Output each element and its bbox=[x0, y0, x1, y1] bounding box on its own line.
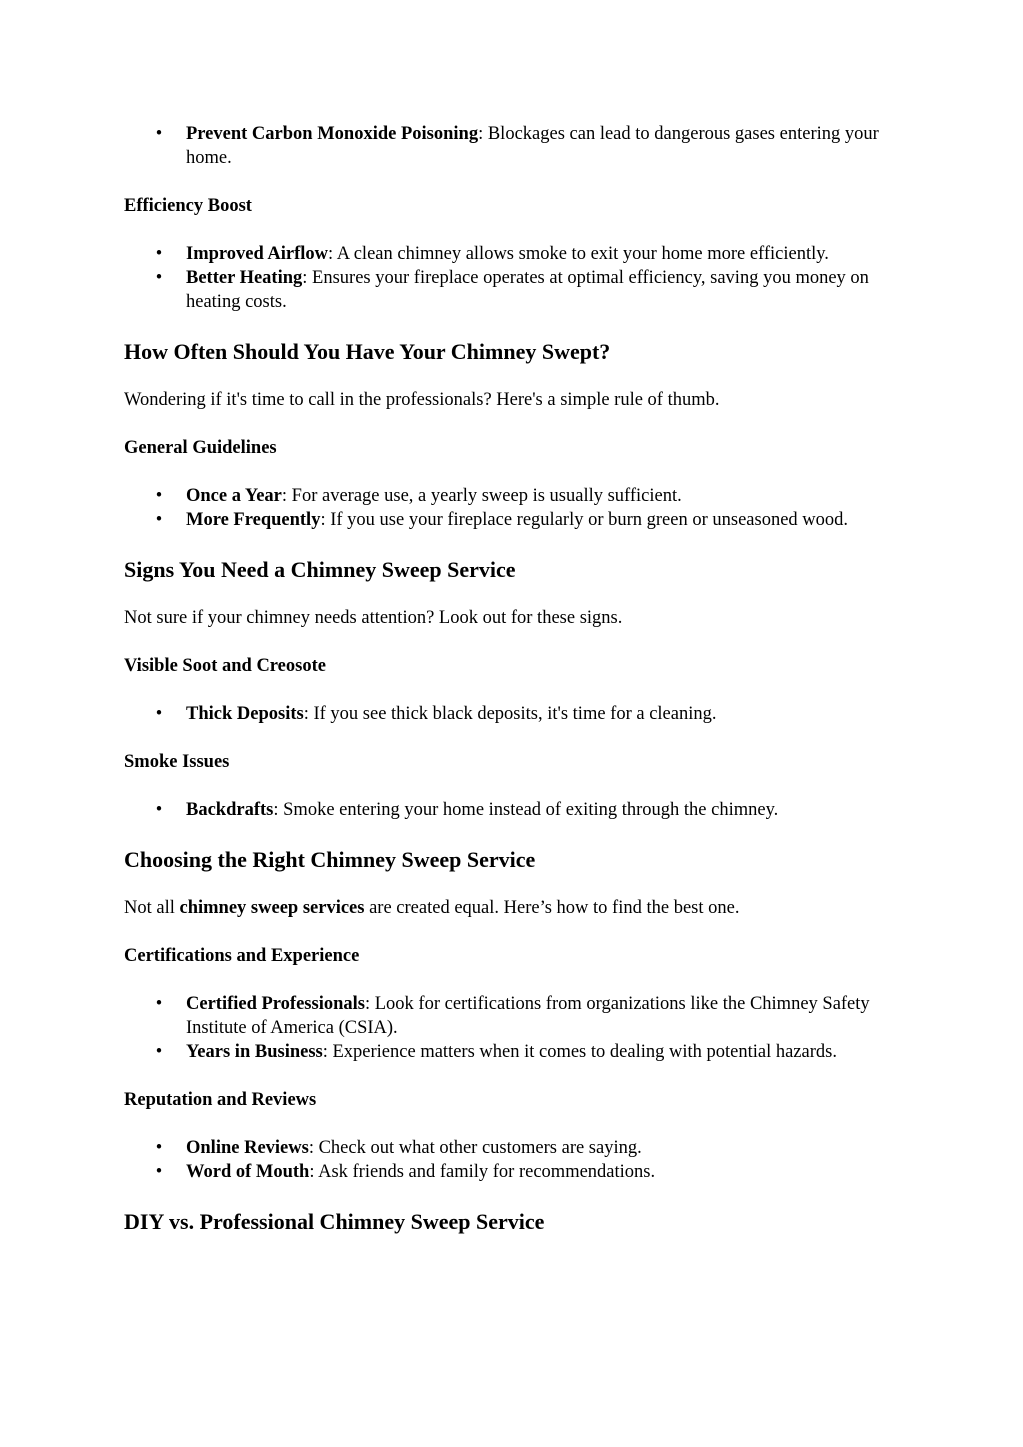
bullet-list bbox=[124, 992, 896, 1064]
bold-phrase: chimney sweep services bbox=[179, 898, 365, 918]
subheading-visible-soot-and-creosote: Visible Soot and Creosote bbox=[124, 656, 326, 676]
list-item bbox=[155, 122, 896, 170]
list-item-text: : A clean chimney allows smoke to exit your home more efficiently. bbox=[328, 244, 829, 264]
bullet-list bbox=[124, 242, 896, 314]
bullet-list bbox=[124, 702, 896, 726]
list-item-text: : Blockages can lead to dangerous gases entering your home. bbox=[186, 124, 879, 168]
list-item-text: : Ensures your fireplace operates at optimal efficiency, saving you money on heating costs. bbox=[186, 268, 869, 312]
list-item-term: Improved Airflow bbox=[186, 244, 329, 264]
list-item-term: Prevent Carbon Monoxide Poisoning bbox=[186, 124, 479, 144]
section-heading-signs-you-need-a-chimney-sweep-service: Signs You Need a Chimney Sweep Service bbox=[124, 557, 516, 582]
document-page bbox=[124, 122, 896, 1258]
paragraph bbox=[124, 896, 896, 920]
bullet-icon: • bbox=[155, 244, 163, 264]
paragraph-text: are created equal. Here’s how to find the best one. bbox=[364, 898, 740, 918]
bullet-icon: • bbox=[155, 1042, 163, 1062]
list-item-text: : Ask friends and family for recommendations. bbox=[309, 1162, 656, 1182]
bullet-icon: • bbox=[155, 486, 163, 506]
paragraph-text: Not sure if your chimney needs attention? Look out for these signs. bbox=[124, 608, 623, 628]
paragraph bbox=[124, 606, 896, 630]
list-item bbox=[155, 484, 896, 508]
list-item bbox=[155, 1160, 896, 1184]
subheading-reputation-and-reviews: Reputation and Reviews bbox=[124, 1090, 317, 1110]
list-item-text: : Experience matters when it comes to dealing with potential hazards. bbox=[322, 1042, 837, 1062]
bullet-list bbox=[124, 484, 896, 532]
list-item bbox=[155, 508, 896, 532]
list-item-term: Word of Mouth bbox=[186, 1162, 310, 1182]
list-item-term: Thick Deposits bbox=[186, 704, 304, 724]
list-item bbox=[155, 242, 896, 266]
subheading-certifications-and-experience: Certifications and Experience bbox=[124, 946, 360, 966]
list-item-text: : For average use, a yearly sweep is usually sufficient. bbox=[281, 486, 682, 506]
section-heading-how-often-should-you-have-your-chimney-swept: How Often Should You Have Your Chimney Swept? bbox=[124, 339, 611, 364]
list-item-text: : If you see thick black deposits, it's time for a cleaning. bbox=[303, 704, 717, 724]
bullet-list bbox=[124, 798, 896, 822]
subheading-smoke-issues: Smoke Issues bbox=[124, 752, 230, 772]
bullet-icon: • bbox=[155, 124, 163, 144]
section-heading-choosing-the-right-chimney-sweep-service: Choosing the Right Chimney Sweep Service bbox=[124, 847, 536, 872]
list-item bbox=[155, 702, 896, 726]
subheading-efficiency-boost: Efficiency Boost bbox=[124, 196, 252, 216]
list-item-text: : Look for certifications from organizations like the Chimney Safety Institute of America (CSIA). bbox=[186, 994, 870, 1038]
bullet-icon: • bbox=[155, 994, 163, 1014]
bullet-icon: • bbox=[155, 1162, 163, 1182]
list-item-term: Certified Professionals bbox=[186, 994, 365, 1014]
list-item-term: Years in Business bbox=[186, 1042, 323, 1062]
list-item-text: : Smoke entering your home instead of exiting through the chimney. bbox=[273, 800, 779, 820]
list-item bbox=[155, 1136, 896, 1160]
bullet-icon: • bbox=[155, 268, 163, 288]
paragraph-text: Wondering if it's time to call in the professionals? Here's a simple rule of thumb. bbox=[124, 390, 720, 410]
list-item bbox=[155, 1040, 896, 1064]
bullet-icon: • bbox=[155, 704, 163, 724]
paragraph bbox=[124, 388, 896, 412]
section-heading-diy-vs-professional-chimney-sweep-service: DIY vs. Professional Chimney Sweep Service bbox=[124, 1209, 545, 1234]
list-item-text: : If you use your fireplace regularly or burn green or unseasoned wood. bbox=[320, 510, 849, 530]
list-item bbox=[155, 992, 896, 1040]
bullet-icon: • bbox=[155, 800, 163, 820]
list-item-term: Once a Year bbox=[186, 486, 282, 506]
list-item-term: Better Heating bbox=[186, 268, 303, 288]
list-item-term: Online Reviews bbox=[186, 1138, 309, 1158]
subheading-general-guidelines: General Guidelines bbox=[124, 438, 277, 458]
list-item-term: Backdrafts bbox=[186, 800, 274, 820]
paragraph-text: Not all bbox=[124, 898, 180, 918]
bullet-list bbox=[124, 1136, 896, 1184]
list-item-term: More Frequently bbox=[186, 510, 321, 530]
list-item bbox=[155, 798, 896, 822]
list-item bbox=[155, 266, 896, 314]
bullet-icon: • bbox=[155, 1138, 163, 1158]
bullet-list bbox=[124, 122, 896, 170]
list-item-text: : Check out what other customers are saying. bbox=[308, 1138, 642, 1158]
bullet-icon: • bbox=[155, 510, 163, 530]
